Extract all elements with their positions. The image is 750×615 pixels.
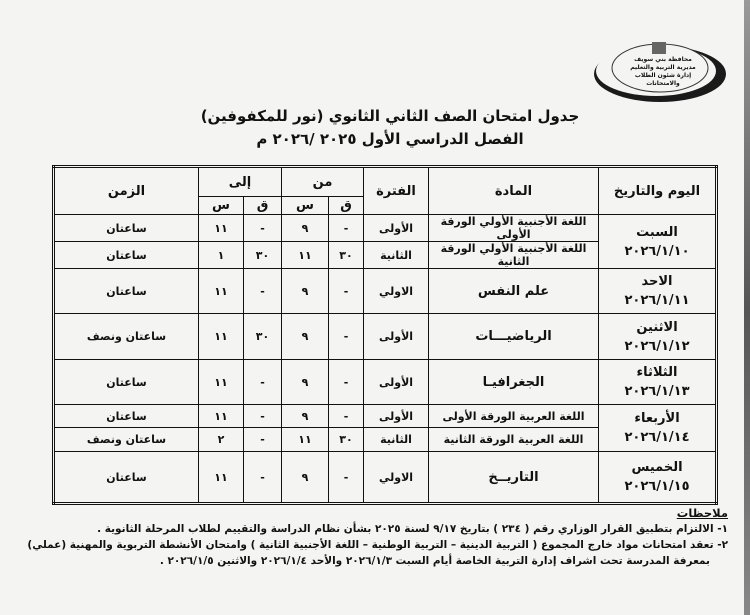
- note-item: بمعرفة المدرسة تحت اشراف إدارة التربية الخاصة أيام السبت ٢٠٢٦/١/٣ والأحد ٢٠٢٦/١/٤ والاثنين ٢٠٢٦/١/٥ .: [159, 555, 710, 567]
- period-cell: الأولى: [364, 360, 429, 405]
- to-h-cell: ١١: [199, 360, 244, 405]
- period-cell: الاولي: [364, 269, 429, 314]
- period-cell: الأولى: [364, 314, 429, 360]
- table-row: [54, 269, 717, 314]
- header-duration: الزمن: [54, 167, 199, 215]
- exam-schedule-table: [52, 165, 718, 505]
- exam-date: ٢٠٢٦/١/١١: [624, 293, 690, 308]
- logo-line: إدارة شئون الطلاب والامتحانات: [634, 72, 692, 87]
- to-m-cell: ٣٠: [244, 242, 282, 269]
- from-m-cell: -: [329, 360, 364, 405]
- header-from-hour: س: [282, 197, 329, 215]
- period-cell: الأولى: [364, 215, 429, 242]
- subject-cell: اللغة الأجنبية الأولي الورقة الأولى: [429, 215, 599, 242]
- duration-cell: ساعتان: [54, 405, 199, 428]
- from-m-cell: -: [329, 452, 364, 504]
- day-date-cell: [599, 405, 717, 452]
- table-row: [54, 452, 717, 504]
- table-row: [54, 405, 717, 428]
- scan-edge: [744, 0, 750, 615]
- day-date-cell: [599, 215, 717, 269]
- from-m-cell: ٣٠: [329, 428, 364, 452]
- duration-cell: ساعتان ونصف: [54, 428, 199, 452]
- from-h-cell: ٩: [282, 269, 329, 314]
- day-name: السبت: [636, 224, 678, 240]
- to-h-cell: ١١: [199, 314, 244, 360]
- duration-cell: ساعتان: [54, 360, 199, 405]
- note-item: ١- الالتزام بتطبيق القرار الوزاري رقم ( ٢٣٤ ) بتاريخ ٩/١٧ لسنة ٢٠٢٥ بشأن نظام الدراسة والتقييم لطلاب المرحلة الثانوية .: [97, 523, 728, 535]
- duration-cell: ساعتان ونصف: [54, 314, 199, 360]
- header-to-hour: س: [199, 197, 244, 215]
- subject-cell: الرياضيـــات: [429, 314, 599, 360]
- from-h-cell: ٩: [282, 452, 329, 504]
- to-m-cell: -: [244, 405, 282, 428]
- subject-cell: اللغة العربية الورقة الثانية: [429, 428, 599, 452]
- from-h-cell: ١١: [282, 428, 329, 452]
- subject-cell: اللغة العربية الورقة الأولى: [429, 405, 599, 428]
- table-row: [54, 215, 717, 242]
- from-m-cell: ٣٠: [329, 242, 364, 269]
- duration-cell: ساعتان: [54, 242, 199, 269]
- notes-title: ملاحظات: [676, 506, 728, 520]
- to-h-cell: ١١: [199, 269, 244, 314]
- day-date-cell: [599, 360, 717, 405]
- day-date-cell: [599, 314, 717, 360]
- to-m-cell: -: [244, 269, 282, 314]
- header-subject: المادة: [429, 167, 599, 215]
- table-row: [54, 360, 717, 405]
- to-m-cell: -: [244, 215, 282, 242]
- to-m-cell: -: [244, 360, 282, 405]
- period-cell: الاولي: [364, 452, 429, 504]
- to-m-cell: ٣٠: [244, 314, 282, 360]
- header-period: الفترة: [364, 167, 429, 215]
- day-name: الاثنين: [636, 319, 678, 335]
- exam-date: ٢٠٢٦/١/١٢: [624, 338, 690, 354]
- day-date-cell: [599, 269, 717, 314]
- exam-date: ٢٠٢٦/١/١٣: [624, 384, 690, 399]
- from-m-cell: -: [329, 215, 364, 242]
- exam-date: ٢٠٢٦/١/١٤: [624, 430, 690, 445]
- logo-line: مديرية التربية والتعليم: [630, 64, 696, 71]
- to-m-cell: -: [244, 452, 282, 504]
- from-m-cell: -: [329, 269, 364, 314]
- from-m-cell: -: [329, 314, 364, 360]
- subject-cell: علم النفس: [429, 269, 599, 314]
- day-name: الثلاثاء: [636, 365, 678, 380]
- document-title: جدول امتحان الصف الثاني الثانوي (نور للمكفوفين): [200, 107, 580, 125]
- from-m-cell: -: [329, 405, 364, 428]
- note-item: ٢- تعقد امتحانات مواد خارج المجموع ( التربية الدينية – التربية الوطنية – اللغة الأجنبية الثانية ) وامتحان الأنشطة التربوية والمهنية (عملي): [27, 539, 728, 551]
- period-cell: الثانية: [364, 242, 429, 269]
- day-name: الأربعاء: [634, 411, 680, 426]
- header-from: من: [282, 167, 364, 197]
- to-h-cell: ٢: [199, 428, 244, 452]
- exam-date: ٢٠٢٦/١/١٠: [624, 243, 690, 259]
- subject-cell: الجغرافيـا: [429, 360, 599, 405]
- header-to-min: ق: [244, 197, 282, 215]
- from-h-cell: ١١: [282, 242, 329, 269]
- day-name: الخميس: [631, 460, 683, 475]
- duration-cell: ساعتان: [54, 215, 199, 242]
- header-from-min: ق: [329, 197, 364, 215]
- from-h-cell: ٩: [282, 405, 329, 428]
- subject-cell: اللغة الأجنبية الأولي الورقة الثانية: [429, 242, 599, 269]
- to-m-cell: -: [244, 428, 282, 452]
- period-cell: الأولى: [364, 405, 429, 428]
- to-h-cell: ١١: [199, 215, 244, 242]
- logo-text: [620, 56, 706, 88]
- logo-line: محافظة بني سويف: [634, 56, 692, 63]
- from-h-cell: ٩: [282, 314, 329, 360]
- from-h-cell: ٩: [282, 360, 329, 405]
- duration-cell: ساعتان: [54, 452, 199, 504]
- duration-cell: ساعتان: [54, 269, 199, 314]
- day-name: الاحد: [641, 274, 673, 289]
- to-h-cell: ١١: [199, 452, 244, 504]
- subject-cell: التاريــخ: [429, 452, 599, 504]
- header-to: إلى: [199, 167, 282, 197]
- to-h-cell: ١١: [199, 405, 244, 428]
- header-day: اليوم والتاريخ: [599, 167, 717, 215]
- table-row: [54, 314, 717, 360]
- to-h-cell: ١: [199, 242, 244, 269]
- document-subtitle: الفصل الدراسي الأول ٢٠٢٥ /٢٠٢٦ م: [256, 130, 524, 148]
- notes-section: [8, 505, 728, 569]
- from-h-cell: ٩: [282, 215, 329, 242]
- day-date-cell: [599, 452, 717, 504]
- period-cell: الثانية: [364, 428, 429, 452]
- exam-date: ٢٠٢٦/١/١٥: [624, 479, 690, 494]
